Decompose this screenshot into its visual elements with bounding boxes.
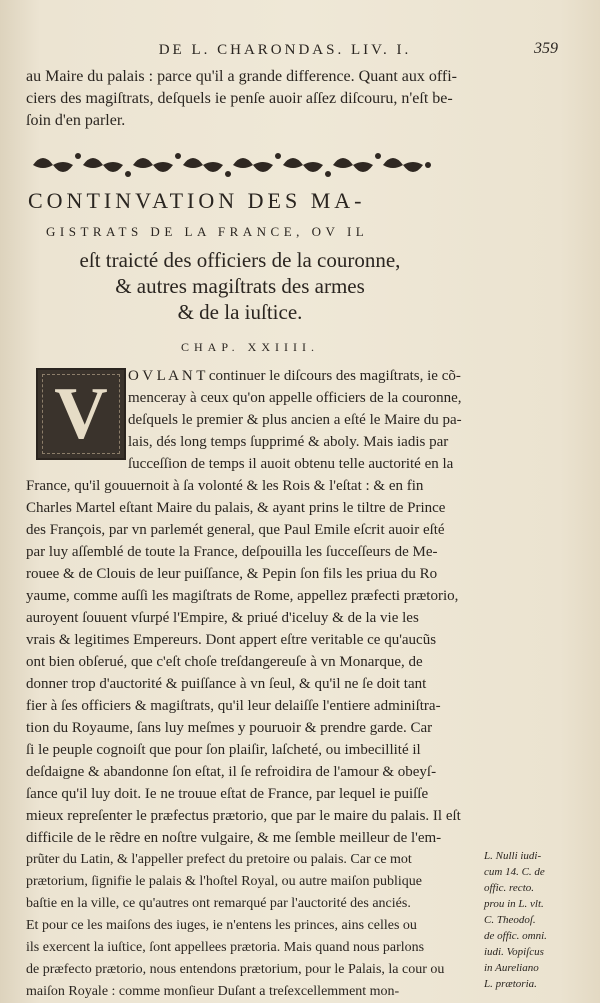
body-line: rouee & de Clouis de leur puiſſance, & Pepin ſon fils les priua du Ro (26, 566, 438, 582)
margin-note: in Aureliano (484, 962, 539, 974)
body-line: ſance qu'il luy doit. Ie ne trouue eſtat de France, par lequel ie puiſſe (26, 786, 429, 802)
body-line: donner trop d'auctorité & puiſſance à vn ſeul, & qu'il ne ſe doit tant (26, 676, 427, 692)
body-line: ſi le peuple cognoiſt que pour ſon plaiſir, laſcheté, ou imbecillité il (26, 742, 421, 758)
margin-note: cum 14. C. de (484, 866, 545, 878)
chapter-title-small-caps: GISTRATS DE LA FRANCE, OV IL (46, 224, 369, 239)
body-line: Charles Martel eſtant Maire du palais, & ayant prins le tiltre de Prince (26, 500, 446, 516)
body-line: deſquels le premier & plus ancien a eſté le Maire du pa- (128, 412, 462, 428)
body-line: France, qu'il gouuernoit à ſa volonté & les Rois & l'eſtat : & en fin (26, 478, 424, 494)
margin-note: offic. recto. (484, 882, 534, 894)
chapter-title-caps: CONTINVATION DES MA- (28, 188, 366, 213)
body-line: vrais & legitimes Empereurs. Dont appert eſtre veritable ce qu'aucũs (26, 632, 437, 648)
decorated-initial (36, 368, 126, 460)
body-line: ils exercent la iuſtice, ſont appellees prætoria. Mais quand nous parlons (26, 940, 425, 955)
body-line: par luy aſſemblé de toute la France, deſpouilla les ſucceſſeurs de Me- (26, 544, 438, 560)
body-line: auroyent ſouuent vſurpé l'Empire, & priué d'iceluy & de la vie les (26, 610, 419, 626)
body-line: baſtie en la ville, ce qu'autres ont remarqué par l'auctorité des anciés. (26, 896, 411, 911)
body-line: mieux repreſenter le præfectus prætorio, que par le maire du palais. Il eſt (26, 808, 461, 824)
margin-note: iudi. Vopiſcus (484, 946, 544, 958)
margin-note: C. Theodoſ. (484, 914, 536, 926)
body-line: deſdaigne & abandonne ſon eſtat, il ſe refroidira de l'amour & obeyſ- (26, 764, 437, 780)
body-line: ſucceſſion de temps il auoit obtenu telle auctorité en la (128, 456, 454, 472)
chapter-title-line: & de la iuſtice. (177, 300, 303, 324)
chapter-number: CHAP. XXIIII. (181, 340, 319, 354)
running-head: DE L. CHARONDAS. LIV. I. (158, 42, 412, 58)
margin-note: prou in L. vlt. (484, 898, 544, 910)
body-line: des François, par vn parlemét general, que Paul Emile eſcrit auoir eſté (26, 522, 445, 538)
intro-line: ſoin d'en parler. (26, 112, 126, 129)
chapter-title-line: eſt traicté des officiers de la couronne, (79, 248, 401, 272)
chapter-title-line: & autres magiſtrats des armes (115, 274, 365, 298)
intro-line: ciers des magiſtrats, deſquels ie penſe auoir aſſez diſcouru, n'eſt be- (26, 90, 453, 107)
body-line: yaume, comme auſſi les magiſtrats de Rome, appellez præfecti prætorio, (26, 588, 459, 604)
margin-note: de offic. omni. (484, 930, 547, 942)
body-line: tion du Royaume, ſans luy meſmes y pouruoir & prendre garde. Car (26, 720, 433, 736)
body-line: O V L A N T continuer le diſcours des magiſtrats, ie cõ- (128, 368, 461, 384)
body-line: Et pour ce les maiſons des iuges, ie n'entens les princes, ains celles ou (26, 918, 417, 933)
body-line: prætorium, ſignifie le palais & l'hoſtel Royal, ou autre maiſon publique (26, 874, 423, 889)
body-line: maiſon Royale : comme monſieur Duſant a treſexcellemment mon- (26, 984, 400, 999)
body-line: de præfecto prætorio, nous entendons prætorium, pour le Palais, la cour ou (26, 962, 445, 977)
initial-letter: V (54, 373, 108, 455)
margin-note: L. Nulli iudi- (484, 850, 542, 862)
margin-note: L. prætoria. (484, 978, 537, 990)
body-line: menceray à ceux qu'on appelle officiers de la couronne, (128, 390, 462, 406)
body-line: difficile de le rẽdre en noſtre vulgaire, & me ſemble meilleur de l'em- (26, 830, 442, 846)
body-line: lais, dés long temps ſupprimé & aboly. Mais iadis par (128, 434, 449, 450)
intro-line: au Maire du palais : parce qu'il a grande difference. Quant aux offi- (26, 68, 457, 85)
page-number: 359 (534, 40, 558, 57)
body-line: fier à ſes officiers & magiſtrats, qu'il leur delaiſſe l'entiere adminiſtra- (26, 698, 441, 714)
body-line: prũter du Latin, & l'appeller prefect du pretoire ou palais. Car ce mot (26, 852, 412, 867)
body-line: ont bien obſerué, que c'eſt choſe treſdangereuſe à vn Monarque, de (26, 654, 423, 670)
decorative-ornament-band (28, 150, 438, 180)
